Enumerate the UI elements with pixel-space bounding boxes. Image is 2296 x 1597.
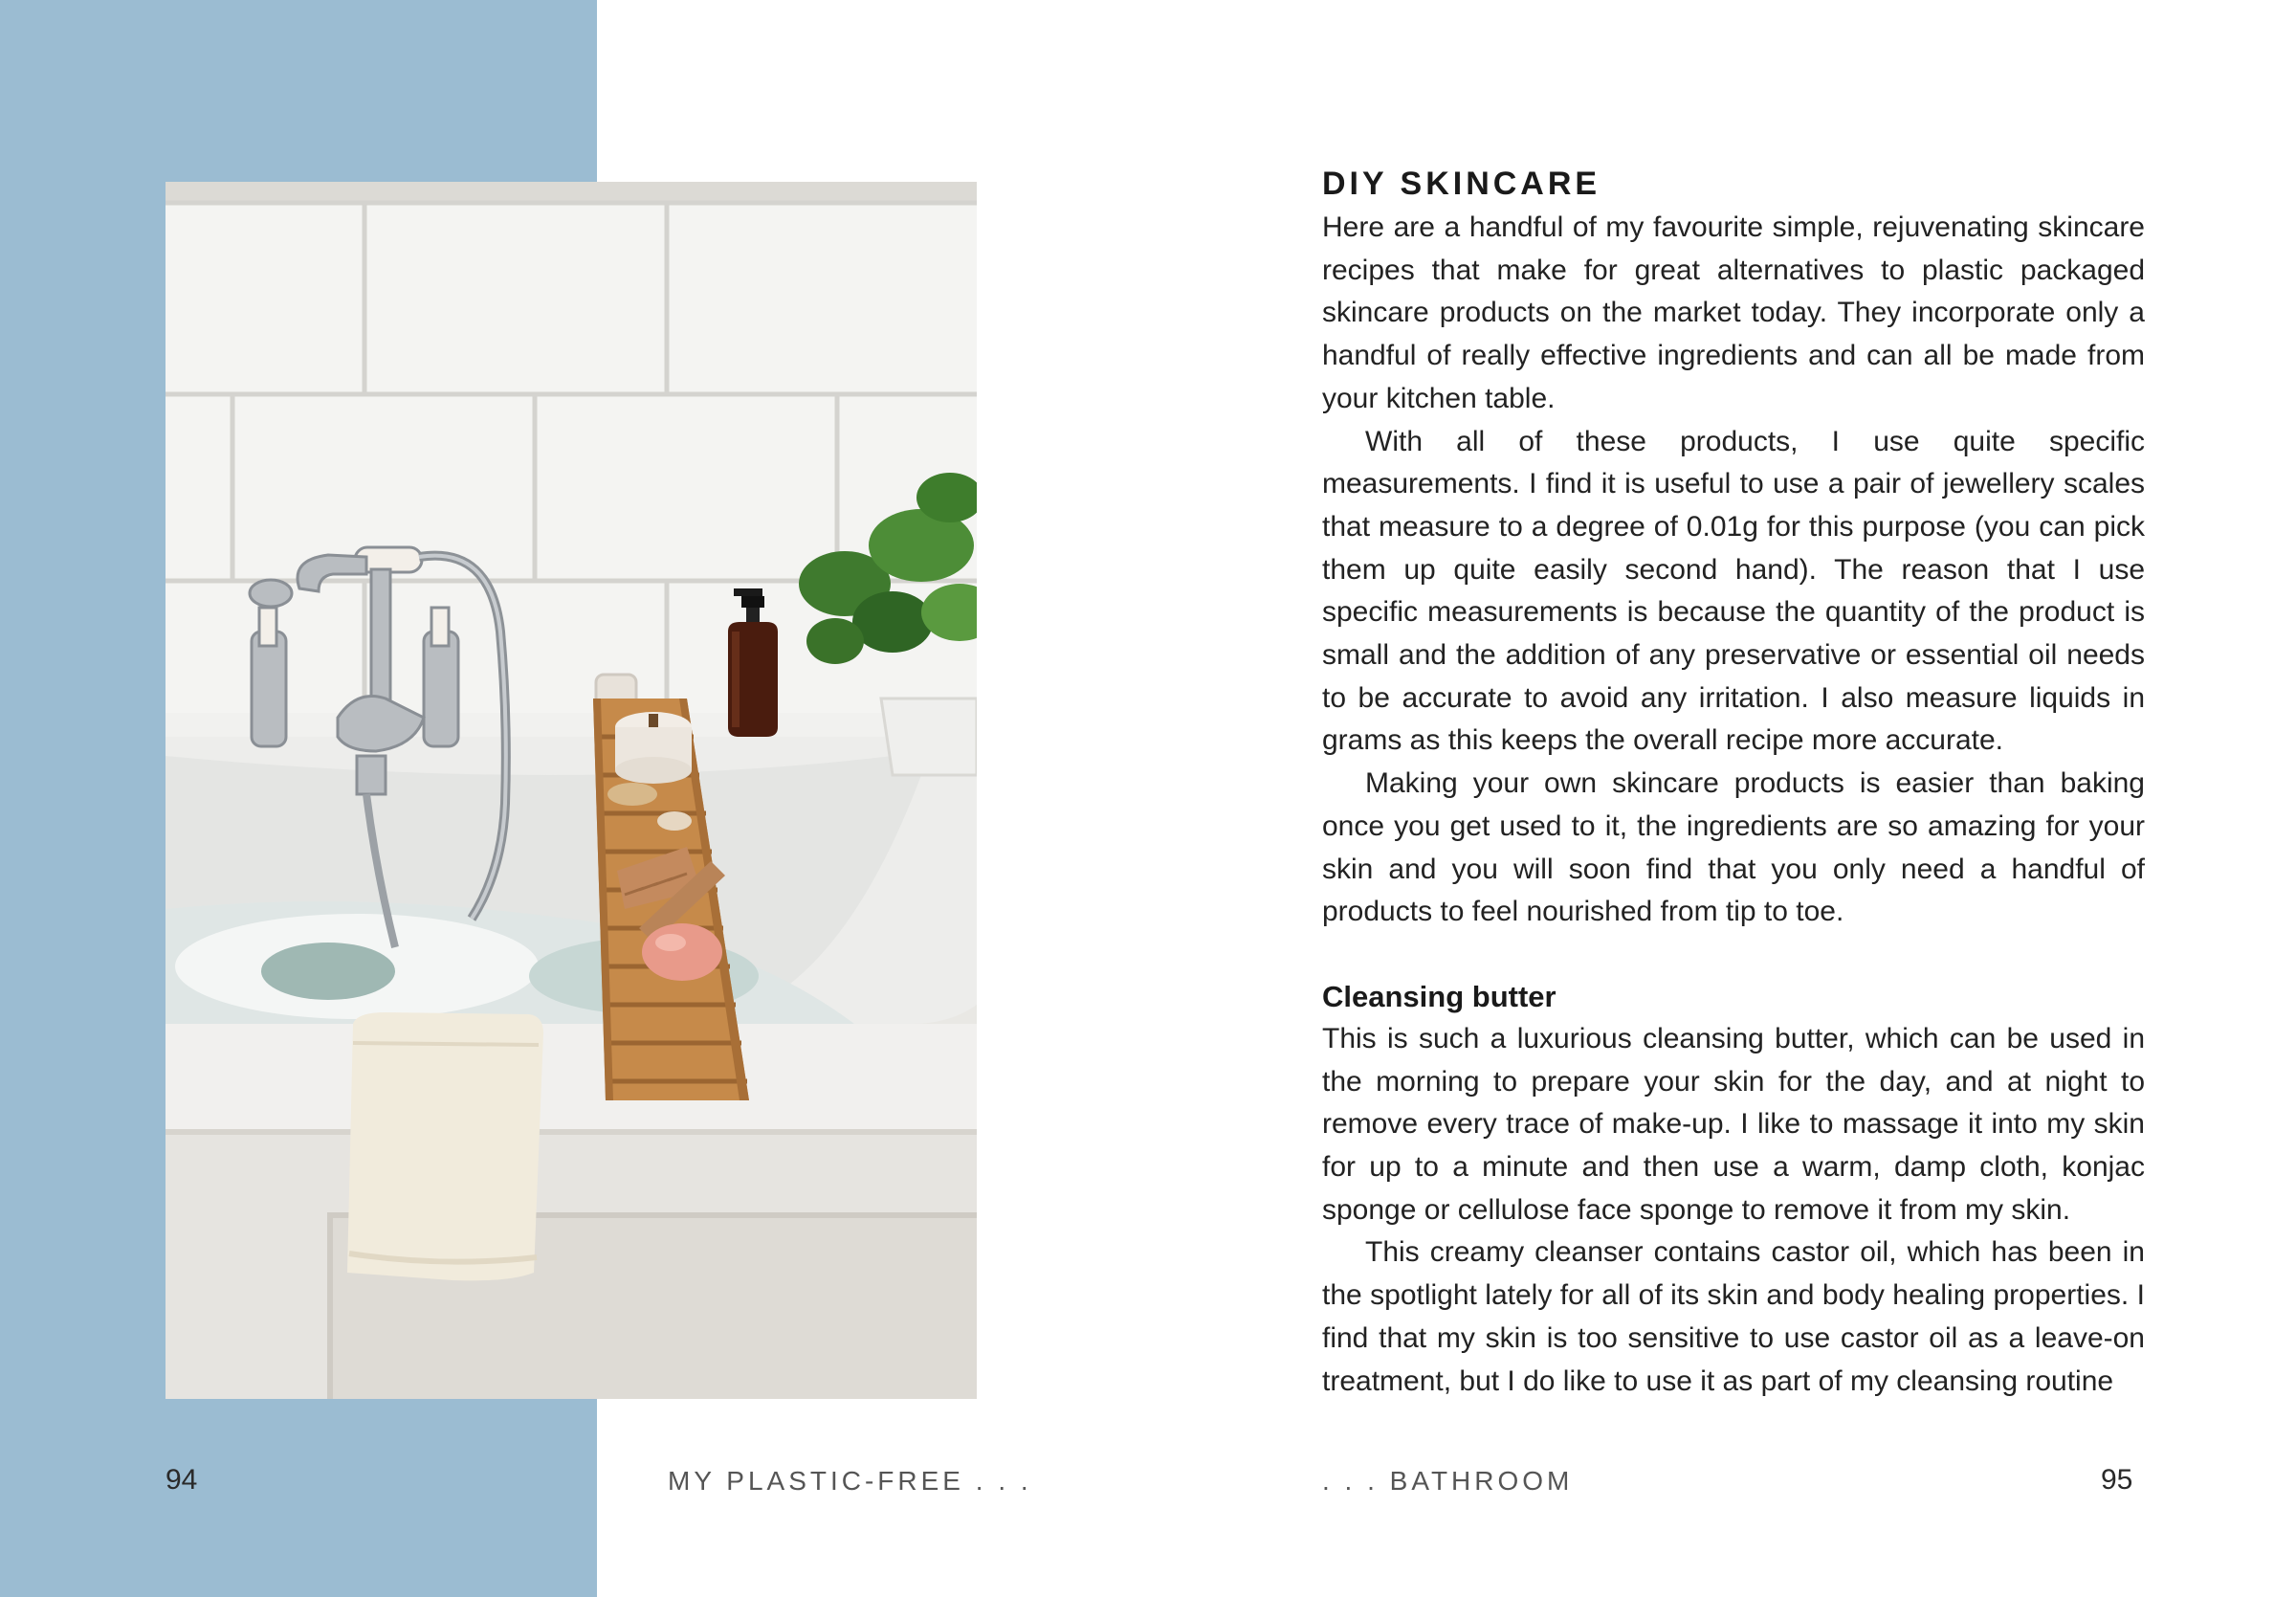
recipe-subheading: Cleansing butter <box>1322 979 1556 1013</box>
right-running-head: . . . BATHROOM <box>1322 1466 1574 1496</box>
left-running-head: MY PLASTIC-FREE . . . <box>668 1466 1032 1496</box>
text-column <box>1322 161 2145 1403</box>
bathroom-photo <box>166 182 977 1399</box>
section-heading: DIY SKINCARE <box>1322 166 1601 202</box>
castor-oil-paragraph: This creamy cleanser contains castor oil, which has been in the spotlight lately for all of its skin and body healing properties. I find that my skin is too sensitive to use castor oil as a leave-on treatment, but I do like to use it as part of my cleansing routine <box>1322 1236 2145 1397</box>
intro-paragraph: Here are a handful of my favourite simple, rejuvenating skincare recipes that make for great alternatives to plastic packaged skincare products on the market today. They incorporate only a handful of really effective ingredients and can all be made from your kitchen table. <box>1322 211 2145 414</box>
easier-than-baking-paragraph: Making your own skincare products is easier than baking once you get used to it, the ingredients are so amazing for your skin and you will soon find that you only need a handful of products to feel nourished from tip to toe. <box>1322 767 2145 928</box>
measurements-paragraph: With all of these products, I use quite specific measurements. I find it is useful to use a pair of jewellery scales that measure to a degree of 0.01g for this purpose (you can pick them up quite easily second hand). The reason that I use specific measurements is because the quantity of the product is small and the addition of any preservative or essential oil needs to be accurate to avoid any irritation. I also measure liquids in grams as this keeps the overall recipe more accurate. <box>1322 425 2145 757</box>
right-page-number: 95 <box>2101 1464 2133 1496</box>
cleansing-butter-paragraph: This is such a luxurious cleansing butter, which can be used in the morning to prepare your skin for the day, and at night to remove every trace of make-up. I like to massage it into my skin for up to a minute and then use a warm, damp cloth, konjac sponge or cellulose face sponge to remove it from my skin. <box>1322 1022 2145 1226</box>
left-page-number: 94 <box>166 1464 198 1496</box>
